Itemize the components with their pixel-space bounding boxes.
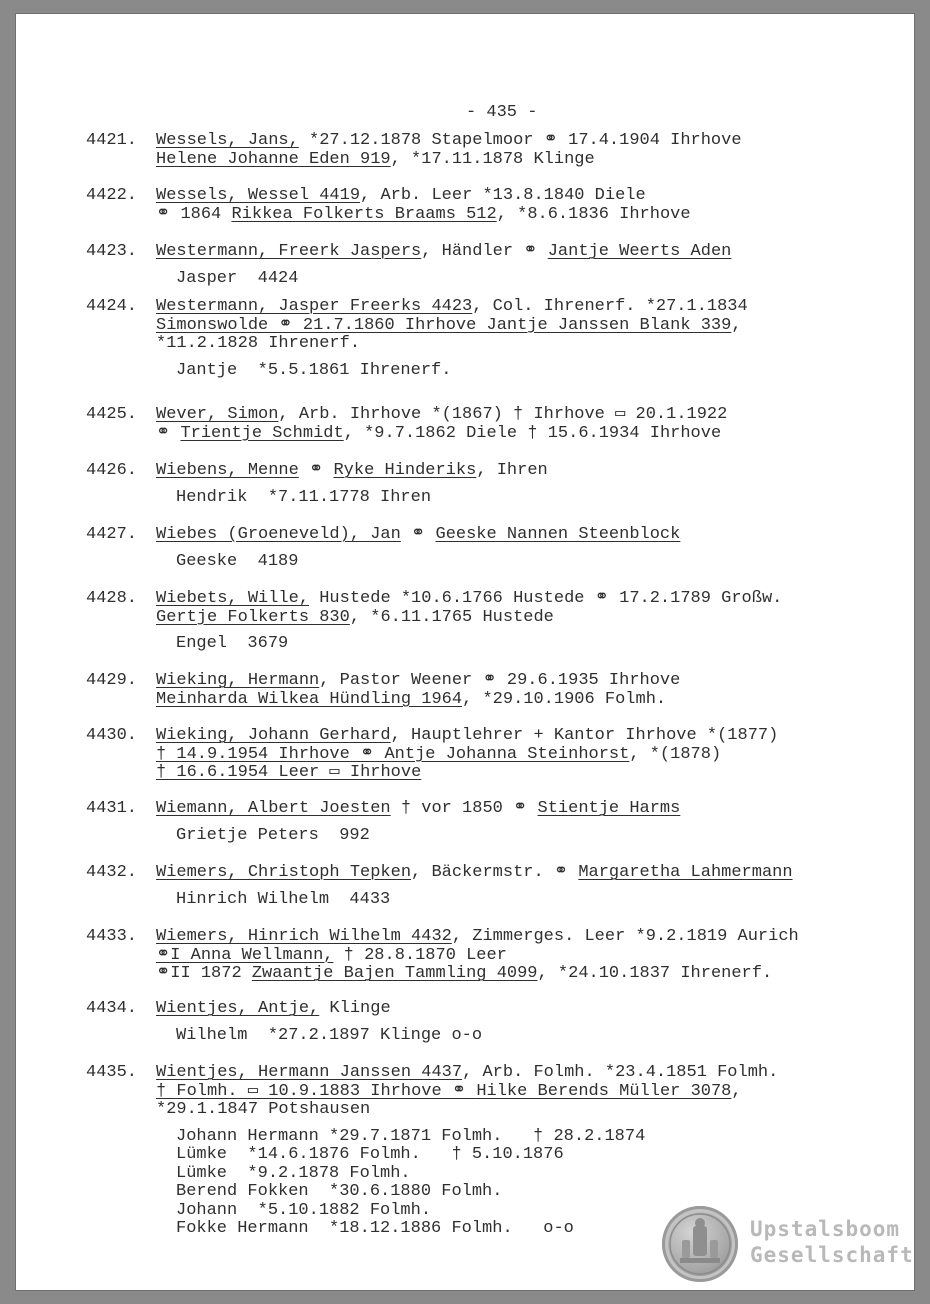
page-number: - 435 - xyxy=(466,103,538,122)
entry-text: , Col. Ihrenerf. *27.1.1834 xyxy=(472,297,748,316)
entry-line xyxy=(156,206,886,225)
entry-text: ⚭II 1872 xyxy=(156,964,252,983)
child-line: Jasper 4424 xyxy=(176,268,299,288)
logo-text xyxy=(750,1216,914,1268)
child-line: Berend Fokken *30.6.1880 Folmh. xyxy=(176,1182,503,1201)
entry-text: , Arb. Ihrhove *(1867) † Ihrhove ▭ 20.1.1922 xyxy=(278,405,728,424)
underlined-name: Westermann, Freerk Jaspers xyxy=(156,242,422,261)
document-page xyxy=(16,14,914,1290)
underlined-name: Rikkea Folkerts Braams 512 xyxy=(231,204,497,224)
entry-number: 4427. xyxy=(86,525,138,544)
underlined-name: † 14.9.1954 Ihrhove ⚭ xyxy=(156,744,385,764)
child-line: Grietje Peters 992 xyxy=(176,825,370,845)
underlined-name: Jantje Janssen Blank 339 xyxy=(486,315,732,335)
entry-4433 xyxy=(86,928,886,984)
entry-line xyxy=(156,335,886,354)
entry-text: Klinge xyxy=(319,999,391,1018)
underlined-name: Wiemann, Albert Joesten xyxy=(156,799,391,818)
underlined-name: Jantje Weerts Aden xyxy=(547,242,732,261)
entry-text: ⚭ xyxy=(400,525,436,544)
entry-number: 4432. xyxy=(86,863,138,882)
underlined-name: Wieking, Johann Gerhard xyxy=(156,726,391,745)
underlined-name: Wever, Simon xyxy=(156,405,279,424)
entry-text: , Zimmerges. Leer *9.2.1819 Aurich xyxy=(451,927,799,946)
entry-number: 4431. xyxy=(86,799,138,818)
underlined-name: Westermann, Jasper Freerks 4423 xyxy=(156,297,473,316)
underlined-name: Wiemers, Hinrich Wilhelm 4432 xyxy=(156,927,452,946)
entry-text: , *17.11.1878 Klinge xyxy=(390,149,595,169)
entry-line xyxy=(156,317,886,336)
entry-line xyxy=(156,947,886,966)
entry-text: , *9.7.1862 Diele † 15.6.1934 Ihrhove xyxy=(343,423,722,443)
child-line: Hendrik *7.11.1778 Ihren xyxy=(176,487,432,507)
entry-line xyxy=(156,727,886,746)
entry-text: *11.2.1828 Ihrenerf. xyxy=(156,334,361,353)
underlined-name: Wiebens, Menne xyxy=(156,461,299,480)
entry-line xyxy=(156,800,886,819)
entry-4431 xyxy=(86,800,886,845)
entry-number: 4421. xyxy=(86,131,138,150)
child-line: Fokke Hermann *18.12.1886 Folmh. o-o xyxy=(176,1219,574,1238)
underlined-name: Wessels, Wessel 4419 xyxy=(156,186,361,205)
child-line: Wilhelm *27.2.1897 Klinge o-o xyxy=(176,1025,483,1045)
child-line: Johann Hermann *29.7.1871 Folmh. † 28.2.1874 xyxy=(176,1126,646,1146)
entry-text: † 28.8.1870 Leer xyxy=(333,945,507,965)
entry-body xyxy=(156,928,886,984)
entry-number: 4425. xyxy=(86,405,138,424)
underlined-name: Wientjes, Antje, xyxy=(156,999,320,1018)
entry-text: , Arb. Folmh. *23.4.1851 Folmh. xyxy=(462,1063,779,1082)
entry-4426 xyxy=(86,462,886,507)
entry-text: , xyxy=(731,1081,742,1101)
entry-body xyxy=(156,243,886,288)
entry-number: 4428. xyxy=(86,589,138,608)
entry-text: , Hauptlehrer + Kantor Ihrhove *(1877) xyxy=(390,726,779,745)
underlined-name: Antje Johanna Steinhorst xyxy=(384,744,630,764)
underlined-name: Gertje Folkerts 830 xyxy=(156,607,350,627)
entry-text: *27.12.1878 Stapelmoor ⚭ 17.4.1904 Ihrhove xyxy=(298,131,742,150)
entry-text: ⚭ xyxy=(156,423,181,443)
logo-line-2: Gesellschaft xyxy=(750,1243,914,1267)
entry-line xyxy=(156,462,886,481)
entry-line xyxy=(156,526,886,545)
child-line: Engel 3679 xyxy=(176,634,289,653)
child-line: Lümke *9.2.1878 Folmh. xyxy=(176,1163,411,1183)
entry-body xyxy=(156,526,886,571)
child-line: Jantje *5.5.1861 Ihrenerf. xyxy=(176,360,452,380)
entry-line xyxy=(156,691,886,710)
child-line: Geeske 4189 xyxy=(176,551,299,571)
entry-4422 xyxy=(86,187,886,224)
child-line: Hinrich Wilhelm 4433 xyxy=(176,889,391,909)
entry-line xyxy=(156,672,886,691)
underlined-name: Stientje Harms xyxy=(537,799,681,818)
entry-number: 4424. xyxy=(86,297,138,316)
entry-4430 xyxy=(86,727,886,783)
entry-4424 xyxy=(86,298,886,380)
entry-line xyxy=(156,928,886,947)
entry-line xyxy=(156,864,886,883)
entry-line xyxy=(156,298,886,317)
underlined-name: Wiemers, Christoph Tepken xyxy=(156,863,412,882)
entry-body xyxy=(156,132,886,169)
entry-4425 xyxy=(86,406,886,443)
seal-icon xyxy=(662,1206,738,1282)
entry-body xyxy=(156,187,886,224)
entry-number: 4435. xyxy=(86,1063,138,1082)
entry-number: 4429. xyxy=(86,671,138,690)
underlined-name: Hilke Berends Müller 3078 xyxy=(476,1081,732,1101)
entry-4427 xyxy=(86,526,886,571)
entry-text: *29.1.1847 Potshausen xyxy=(156,1100,371,1119)
entry-line xyxy=(156,965,886,984)
entry-number: 4433. xyxy=(86,927,138,946)
entry-4429 xyxy=(86,672,886,709)
entry-text: ⚭ 1864 xyxy=(156,204,232,224)
entry-text: , Ihren xyxy=(476,461,548,480)
entry-text: ⚭ xyxy=(298,461,334,480)
entry-line xyxy=(156,1101,886,1120)
entry-text: , Pastor Weener ⚭ 29.6.1935 Ihrhove xyxy=(319,671,681,690)
underlined-name: Wieking, Hermann xyxy=(156,671,320,690)
entry-4423 xyxy=(86,243,886,288)
underlined-name: Simonswolde ⚭ 21.7.1860 Ihrhove xyxy=(156,315,487,335)
entry-line xyxy=(156,425,886,444)
entry-body xyxy=(156,406,886,443)
child-line: Johann *5.10.1882 Folmh. xyxy=(176,1200,432,1220)
underlined-name: ⚭I Anna Wellmann, xyxy=(156,945,334,965)
entry-text: , Arb. Leer *13.8.1840 Diele xyxy=(360,186,646,205)
entry-4428 xyxy=(86,590,886,654)
entry-line xyxy=(156,746,886,765)
entry-line xyxy=(156,1083,886,1102)
entry-text: , *8.6.1836 Ihrhove xyxy=(496,204,691,224)
entry-line xyxy=(156,187,886,206)
entry-text: , xyxy=(731,315,742,335)
upstalsboom-logo xyxy=(662,1206,914,1286)
entry-line xyxy=(156,406,886,425)
entry-body xyxy=(156,672,886,709)
entry-line xyxy=(156,1064,886,1083)
underlined-name: Margaretha Lahmermann xyxy=(578,863,793,882)
entry-text: † vor 1850 ⚭ xyxy=(390,799,538,818)
underlined-name: Trientje Schmidt xyxy=(180,423,344,443)
entry-text: , *24.10.1837 Ihrenerf. xyxy=(537,964,773,983)
entry-line xyxy=(156,764,886,783)
underlined-name: Zwaantje Bajen Tammling 4099 xyxy=(251,964,538,983)
underlined-name: Wiebets, Wille, xyxy=(156,589,310,608)
underlined-name: Helene Johanne Eden 919 xyxy=(156,149,391,169)
underlined-name: Wiebes (Groeneveld), Jan xyxy=(156,525,401,544)
entry-line xyxy=(156,243,886,262)
entry-body xyxy=(156,590,886,654)
entry-line xyxy=(156,609,886,628)
page-content xyxy=(46,30,884,1274)
entry-4434 xyxy=(86,1000,886,1045)
underlined-name: Geeske Nannen Steenblock xyxy=(435,525,681,544)
entry-number: 4434. xyxy=(86,999,138,1018)
entry-number: 4423. xyxy=(86,242,138,261)
entry-line xyxy=(156,1000,886,1019)
entry-body xyxy=(156,864,886,909)
entry-text: , Händler ⚭ xyxy=(421,242,548,261)
entry-line xyxy=(156,132,886,151)
entry-body xyxy=(156,462,886,507)
underlined-name: † 16.6.1954 Leer ▭ Ihrhove xyxy=(156,763,422,782)
entry-line xyxy=(156,590,886,609)
entry-4421 xyxy=(86,132,886,169)
logo-line-1: Upstalsboom xyxy=(750,1217,901,1241)
underlined-name: † Folmh. ▭ 10.9.1883 Ihrhove ⚭ xyxy=(156,1081,477,1101)
entry-number: 4426. xyxy=(86,461,138,480)
entry-body xyxy=(156,727,886,783)
entry-text: , *6.11.1765 Hustede xyxy=(349,607,554,627)
entry-line xyxy=(156,151,886,170)
entry-body xyxy=(156,800,886,845)
entry-text: , *(1878) xyxy=(629,744,722,764)
entry-body xyxy=(156,298,886,380)
entry-number: 4430. xyxy=(86,726,138,745)
underlined-name: Wientjes, Hermann Janssen 4437 xyxy=(156,1063,463,1082)
child-line: Lümke *14.6.1876 Folmh. † 5.10.1876 xyxy=(176,1145,564,1164)
entry-number: 4422. xyxy=(86,186,138,205)
entry-body xyxy=(156,1000,886,1045)
entry-text: Hustede *10.6.1766 Hustede ⚭ 17.2.1789 Großw. xyxy=(309,589,783,608)
entry-text: , *29.10.1906 Folmh. xyxy=(462,689,667,709)
entry-4432 xyxy=(86,864,886,909)
underlined-name: Meinharda Wilkea Hündling 1964 xyxy=(156,689,463,709)
underlined-name: Wessels, Jans, xyxy=(156,131,299,150)
entry-text: , Bäckermstr. ⚭ xyxy=(411,863,579,882)
underlined-name: Ryke Hinderiks xyxy=(333,461,477,480)
